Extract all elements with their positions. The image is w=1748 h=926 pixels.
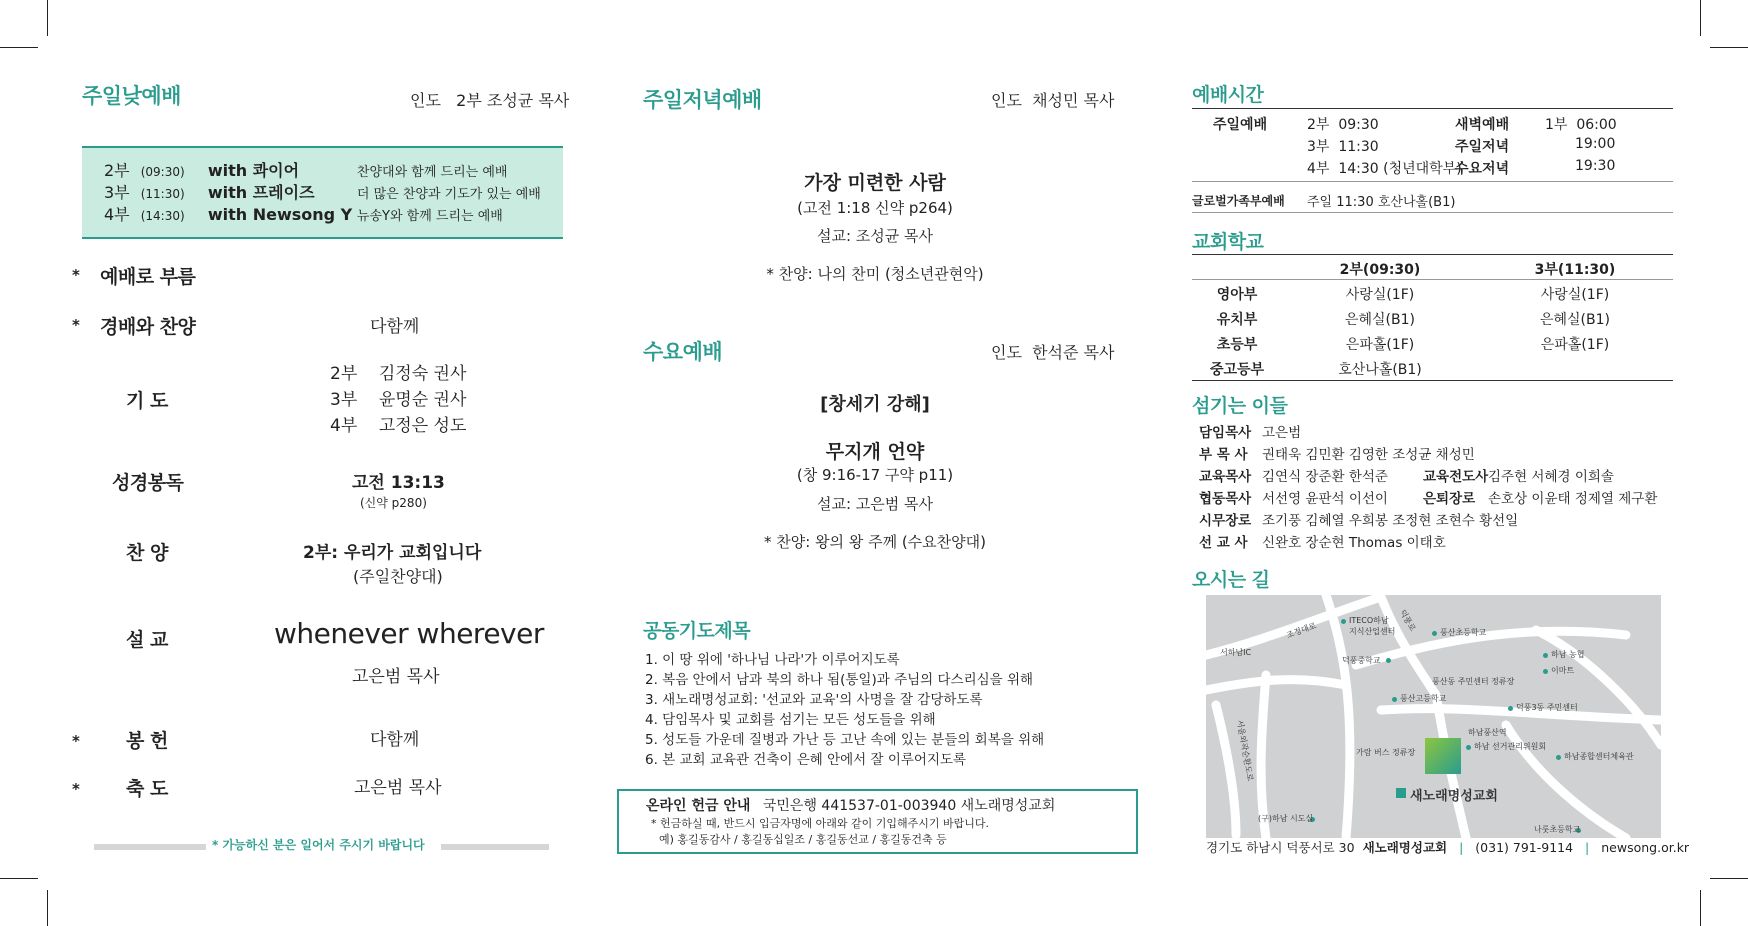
directions-title: 오시는 길 [1192,569,1270,591]
anthem-title: 2부: 우리가 교회입니다 [303,543,482,563]
schedule-dawn-label: 새벽예배 [1455,117,1510,133]
crop-mark [0,47,38,48]
school-title: 교회학교 [1192,231,1264,253]
school-rule-head [1192,279,1673,280]
scripture-page: (신약 p280) [360,496,427,510]
note-divider [441,844,549,850]
note-divider [94,844,206,850]
service-times-box [82,146,563,239]
crop-mark [1700,890,1701,926]
service-desc: 더 많은 찬양과 기도가 있는 예배 [356,187,541,202]
school-rule-bottom [1192,380,1673,381]
benediction-value: 고은범 목사 [354,778,442,798]
map-poi: 이마트 [1551,666,1575,675]
church-logo-icon [1396,788,1406,798]
sermon-preacher: 고은범 목사 [352,667,440,687]
sermon-title: whenever wherever [274,617,544,650]
standing-marker: * [72,316,80,334]
service-with: with 프레이즈 [207,183,315,202]
schedule-rule-mid [1192,181,1673,182]
map-poi-marker [1543,653,1548,658]
servant-names: 신완호 장순현 Thomas 이태호 [1262,535,1446,551]
crop-mark [1700,0,1701,36]
schedule-global-time: 주일 11:30 호산나홀(B1) [1307,195,1456,210]
school-room: 은파홀(1F) [1540,337,1610,353]
servant-names: 서선영 윤판석 이선이 [1262,491,1388,507]
prayer-leader: 3부 윤명순 권사 [330,390,467,410]
sunday-day-title: 주일낮예배 [82,84,181,108]
service-with: with 콰이어 [207,161,300,180]
schedule-sunday-time: 2부 09:30 [1307,117,1379,133]
prayer-topic: 6. 본 교회 교육관 건축이 은혜 안에서 잘 이루어지도록 [645,752,967,768]
schedule-evening-label: 주일저녁 [1455,139,1510,155]
wednesday-sermon-title: 무지개 언약 [825,441,925,463]
map-poi: 하남 농협 [1551,650,1585,659]
prayer-topic: 5. 성도들 가운데 질병과 가난 등 고난 속에 있는 분들의 회복을 위해 [645,732,1045,748]
school-room: 호산나홀(B1) [1338,362,1422,378]
online-giving-note: * 헌금하실 때, 반드시 입금자명에 아래와 같이 기입해주시기 바랍니다. [651,817,989,830]
prayer-topics-title: 공동기도제목 [643,620,751,642]
school-header: 2부(09:30) [1339,262,1421,278]
map-poi: 풍산고등학교 [1400,694,1447,703]
map-poi-marker [1466,745,1471,750]
map-poi: 덕풍3동 주민센터 [1516,703,1578,712]
school-room: 은혜실(B1) [1539,312,1610,328]
school-dept: 초등부 [1216,337,1258,353]
church-phone: (031) 791-9114 [1475,840,1574,855]
wednesday-scripture: (창 9:16-17 구약 p11) [796,466,954,484]
service-row [104,180,541,203]
church-address: 경기도 하남시 덕풍서로 30 [1206,840,1355,855]
map-poi-marker [1392,697,1397,702]
servant-names: 김주현 서혜경 이희솔 [1488,469,1614,485]
location-map [1206,595,1661,838]
prayer-topic: 4. 담임목사 및 교회를 섬기는 모든 성도들을 위해 [645,712,936,728]
schedule-dawn-time: 1부 06:00 [1545,117,1617,133]
standing-marker: * [72,266,80,284]
servant-role: 협동목사 [1199,491,1252,507]
evening-hymn: * 찬양: 나의 찬미 (청소년관현악) [766,265,984,283]
service-time: (09:30) [140,165,185,179]
map-poi-marker [1432,631,1437,636]
school-header: 3부(11:30) [1534,262,1616,278]
standing-marker: * [72,732,80,750]
wednesday-title: 수요예배 [643,340,723,364]
service-part: 3부 [104,183,130,202]
map-poi-marker [1508,706,1513,711]
crop-mark [47,0,48,36]
servant-names: 고은범 [1262,425,1302,441]
service-with: with Newsong Y [207,205,353,224]
order-offering: 봉 헌 [126,730,168,752]
schedule-wed-label: 수요저녁 [1455,161,1510,177]
servant-role: 선 교 사 [1199,535,1248,551]
order-prayer: 기 도 [126,390,168,412]
school-room: 사랑실(1F) [1345,287,1415,303]
map-poi-marker [1556,755,1561,760]
map-poi: 하남 선거관리위원회 [1474,742,1547,751]
servant-names: 권태욱 김민환 김영한 조성균 채성민 [1262,447,1475,463]
prayer-topic: 2. 복음 안에서 남과 북의 하나 됨(통일)과 주님의 다스리심을 위해 [645,672,1034,688]
servant-role: 담임목사 [1199,425,1252,441]
separator: | [1585,840,1590,855]
servant-role: 은퇴장로 [1423,491,1476,507]
separator: | [1459,840,1464,855]
servant-names: 손호상 이윤태 정제열 제구환 [1488,491,1658,507]
schedule-title: 예배시간 [1192,84,1264,106]
standing-marker: * [72,780,80,798]
servant-role: 교육목사 [1199,469,1252,485]
schedule-sunday-time: 3부 11:30 [1307,139,1379,155]
sunday-day-leader: 인도 2부 조성균 목사 [410,91,570,110]
map-poi: ITECO하남 지식산업센터 [1349,616,1396,636]
sunday-evening-leader: 인도 채성민 목사 [991,91,1115,110]
service-part: 2부 [104,161,130,180]
scripture-reference: 고전 13:13 [352,473,445,493]
standing-note: * 가능하신 분은 일어서 주시기 바랍니다 [212,838,425,852]
crop-mark [47,890,48,926]
evening-preacher: 설교: 조성균 목사 [816,227,934,245]
school-dept: 유치부 [1216,312,1258,328]
map-church-label: 새노래명성교회 [1410,789,1498,804]
map-poi: 가람 버스 정류장 [1356,748,1416,757]
order-call-to-worship: 예배로 부름 [100,266,196,288]
service-desc: 찬양대와 함께 드리는 예배 [356,165,508,180]
church-name: 새노래명성교회 [1362,840,1448,855]
servants-title: 섬기는 이들 [1192,395,1288,417]
map-poi: 하남종합센터체육관 [1564,752,1634,761]
order-benediction: 축 도 [126,778,168,800]
prayer-topic: 3. 새노래명성교회: '선교와 교육'의 사명을 잘 감당하도록 [645,692,983,708]
order-scripture: 성경봉독 [112,472,184,494]
service-row [104,202,503,225]
order-sermon: 설 교 [126,629,168,651]
school-dept: 중고등부 [1209,362,1265,378]
schedule-sunday-time: 4부 14:30 (청년대학부) [1307,161,1462,177]
servant-role: 시무장로 [1199,513,1252,529]
map-poi-marker [1543,669,1548,674]
prayer-topics-list [645,650,1044,770]
church-address-line [1206,838,1689,856]
map-road-label: 덕풍로 [1397,608,1418,633]
servant-names: 김연식 장준환 한석준 [1262,469,1388,485]
order-praise-value: 다함께 [370,317,420,337]
crop-mark [0,878,38,879]
wednesday-hymn: * 찬양: 왕의 왕 주께 (수요찬양대) [764,533,986,551]
school-room: 은혜실(B1) [1344,312,1415,328]
order-praise: 경배와 찬양 [100,316,196,338]
school-room: 은파홀(1F) [1345,337,1415,353]
schedule-global-label: 글로벌가족부예배 [1192,194,1285,208]
online-giving-title: 온라인 헌금 안내 [646,798,751,814]
wednesday-preacher: 설교: 고은범 목사 [816,495,934,513]
map-poi: 풍산초등학교 [1440,628,1487,637]
service-part: 4부 [104,205,130,224]
order-anthem: 찬 양 [126,542,168,564]
prayer-leader: 2부 김정숙 권사 [330,364,467,384]
service-desc: 뉴송Y와 함께 드리는 예배 [356,209,503,224]
map-poi-marker [1386,658,1391,663]
prayer-leader: 4부 고정은 성도 [330,416,467,436]
map-road-label: 조정대로 [1285,620,1318,641]
map-road-label: 서하남IC [1220,648,1252,657]
church-website[interactable]: newsong.or.kr [1601,840,1690,855]
wednesday-leader: 인도 한석준 목사 [991,343,1115,362]
service-time: (11:30) [140,187,185,201]
online-giving-line [646,795,1055,815]
church-building-icon [1425,738,1461,774]
schedule-rule-bottom [1192,212,1673,213]
anthem-choir: (주일찬양대) [353,567,443,586]
prayer-topic: 1. 이 땅 위에 '하나님 나라'가 이루어지도록 [645,652,900,668]
servant-role: 부 목 사 [1199,447,1248,463]
crop-mark [1710,47,1748,48]
schedule-rule-top [1192,108,1673,109]
online-giving-account: 국민은행 441537-01-003940 새노래명성교회 [762,798,1056,814]
online-giving-example: 예) 홍길동감사 / 홍길동십일조 / 홍길동선교 / 홍길동건축 등 [659,833,947,846]
service-time: (14:30) [140,209,185,223]
map-poi: 덕풍중학교 [1342,656,1381,665]
schedule-sunday-label: 주일예배 [1213,117,1268,133]
map-poi: 풍산동 주민센터 정류장 [1432,677,1515,686]
map-poi: (구)하남 시도실 [1258,814,1314,823]
service-row [104,158,507,181]
servant-names: 조기풍 김혜열 우희봉 조정현 조현수 황선일 [1262,513,1519,529]
map-poi: 나룻초등학교 [1534,825,1581,834]
online-giving-box [617,789,1138,854]
wednesday-series: [창세기 강해] [820,394,930,415]
offering-value: 다함께 [370,730,420,750]
school-dept: 영아부 [1216,287,1258,303]
schedule-wed-time: 19:30 [1575,158,1616,174]
school-room: 사랑실(1F) [1540,287,1610,303]
school-rule-top [1192,254,1673,255]
map-poi-marker [1341,619,1346,624]
crop-mark [1710,878,1748,879]
servant-role: 교육전도사 [1423,469,1489,485]
sunday-evening-title: 주일저녁예배 [643,88,762,112]
evening-scripture: (고전 1:18 신약 p264) [797,199,953,217]
map-road-label: 서울외곽순환도로 [1235,719,1255,782]
evening-sermon-title: 가장 미련한 사람 [804,172,946,194]
schedule-evening-time: 19:00 [1575,136,1616,152]
map-poi: 하남풍산역 [1468,728,1507,737]
